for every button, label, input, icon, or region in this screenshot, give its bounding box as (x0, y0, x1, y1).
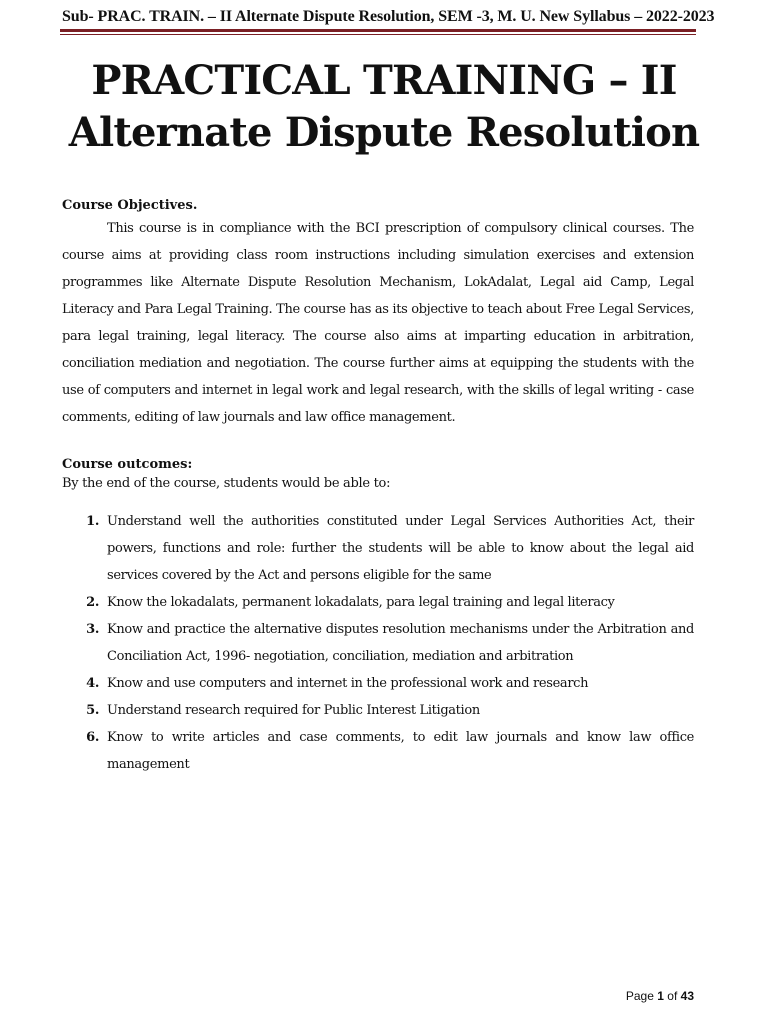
page-number (626, 989, 694, 1003)
list-item (62, 589, 694, 616)
list-item (62, 724, 694, 778)
title-line-2: Alternate Dispute Resolution (68, 109, 700, 156)
outcomes-heading: Course outcomes: (62, 457, 193, 472)
list-item-number: 3. (86, 622, 99, 637)
list-item-text: Know the lokadalats, permanent lokadalats, para legal training and legal literacy (107, 595, 615, 610)
list-item-text: Understand well the authorities constituted under Legal Services Authorities Act, their powers, functions and role: further the students will be able to know about the legal aid services covered by the Act and persons eligible for the same (107, 514, 694, 583)
list-item-number: 4. (86, 676, 99, 691)
of-word: of (667, 989, 678, 1003)
list-item-number: 2. (86, 595, 99, 610)
objectives-paragraph: This course is in compliance with the BCI prescription of compulsory clinical courses. The course aims at providing class room instructions including simulation exercises and extension programmes like Alternate Dispute Resolution Mechanism, LokAdalat, Legal aid Camp, Legal Literacy and Para Legal Training. The course has as its objective to teach about Free Legal Services, para legal training, legal literacy. The course also aims at imparting education in arbitration, conciliation mediation and negotiation. The course further aims at equipping the students with the use of computers and internet in legal work and legal research, with the skills of legal writing - case comments, editing of law journals and law office management. (62, 221, 694, 425)
running-header: Sub- PRAC. TRAIN. – II Alternate Dispute Resolution, SEM -3, M. U. New Syllabus – 2022-2023 (62, 8, 715, 25)
list-item (62, 697, 694, 724)
title-line-1: PRACTICAL TRAINING – II (91, 57, 677, 104)
outcomes-intro: By the end of the course, students would be able to: (62, 476, 391, 491)
list-item-number: 6. (86, 730, 99, 745)
list-item-text: Know to write articles and case comments, to edit law journals and know law office management (107, 730, 694, 772)
list-item-number: 5. (86, 703, 99, 718)
page-word: Page (625, 989, 654, 1003)
list-item-text: Understand research required for Public Interest Litigation (107, 703, 480, 718)
header-rule-thick (60, 29, 696, 32)
page-current: 1 (657, 989, 664, 1003)
list-item (62, 670, 694, 697)
list-item (62, 616, 694, 670)
main-content (62, 197, 694, 778)
list-item-number: 1. (86, 514, 99, 529)
document-title (40, 55, 728, 159)
page-total: 43 (680, 989, 694, 1003)
outcomes-list (62, 508, 694, 778)
list-item-text: Know and use computers and internet in the professional work and research (107, 676, 589, 691)
objectives-heading: Course Objectives. (62, 198, 198, 213)
list-item-text: Know and practice the alternative disputes resolution mechanisms under the Arbitration and Conciliation Act, 1996- negotiation, conciliation, mediation and arbitration (107, 622, 694, 664)
header-rule-thin (60, 34, 696, 35)
list-item (62, 508, 694, 589)
